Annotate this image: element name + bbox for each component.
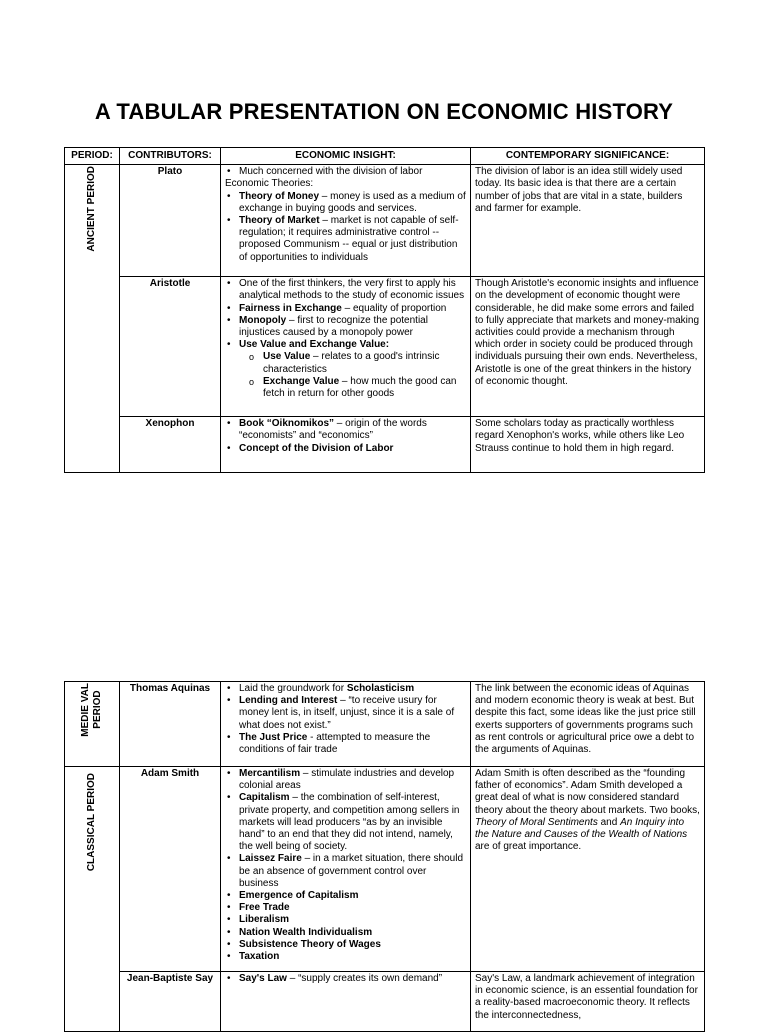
- table-row-aristotle: [65, 277, 705, 417]
- list-item: • Liberalism: [239, 914, 466, 926]
- header-insight: ECONOMIC INSIGHT:: [221, 148, 471, 165]
- insight-plato: [221, 165, 471, 277]
- contributor-aquinas: Thomas Aquinas: [120, 682, 221, 767]
- significance-say: Say's Law, a landmark achievement of integration in economic science, is an essential foundation for a reality-based macroeconomic theory. It reflects the interconnectedness,: [471, 972, 705, 1032]
- list-item: • Theory of Market – market is not capable of self-regulation; it requires administrative control -- proposed Communism -- equal or just distribution of opportunities to individuals: [239, 215, 466, 264]
- sub-list-item: o Exchange Value – how much the good can fetch in return for other goods: [263, 376, 466, 400]
- economic-history-table-medieval-classical: [64, 681, 705, 1032]
- header-period: PERIOD:: [65, 148, 120, 165]
- header-contributors: CONTRIBUTORS:: [120, 148, 221, 165]
- list-item: • Use Value and Exchange Value: o Use Value – relates to a good's intrinsic characteristics o Exchange Value – how much the good can fetch in return for other goods: [239, 339, 466, 400]
- significance-aquinas: The link between the economic ideas of Aquinas and modern economic theory is weak at best. But despite this fact, some ideas like the just price still exerts supporters of governments programs such as rent controls or agricultural price owe a debt to the arguments of Aquinas.: [471, 682, 705, 767]
- list-item: • The Just Price - attempted to measure the conditions of fair trade: [239, 732, 466, 756]
- significance-plato: The division of labor is an idea still widely used today. Its basic idea is that there are a certain number of jobs that are vital in a state, builders and farmer for example.: [471, 165, 705, 277]
- insight-xenophon: [221, 417, 471, 473]
- list-item: • Monopoly – first to recognize the potential injustices caused by a monopoly power: [239, 315, 466, 339]
- document-title: A TABULAR PRESENTATION ON ECONOMIC HISTORY: [94, 99, 674, 124]
- table-row-smith: [65, 767, 705, 972]
- list-item: • One of the first thinkers, the very first to apply his analytical methods to the study of economic issues: [239, 278, 466, 302]
- insight-smith: [221, 767, 471, 972]
- contributor-plato: Plato: [120, 165, 221, 277]
- contributor-xenophon: Xenophon: [120, 417, 221, 473]
- list-item: • Subsistence Theory of Wages: [239, 939, 466, 951]
- list-item: • Taxation: [239, 951, 466, 963]
- table-row-plato: [65, 165, 705, 277]
- list-item: • Laid the groundwork for Scholasticism: [239, 683, 466, 695]
- insight-aristotle: [221, 277, 471, 417]
- period-ancient: ANCIENT PERIOD: [65, 165, 120, 473]
- list-item: • Emergence of Capitalism: [239, 890, 466, 902]
- contributor-say: Jean-Baptiste Say: [120, 972, 221, 1032]
- list-item: • Free Trade: [239, 902, 466, 914]
- list-item: • Nation Wealth Individualism: [239, 927, 466, 939]
- list-item: • Laissez Faire – in a market situation, there should be an absence of government control over business: [239, 853, 466, 890]
- insight-subheading: Economic Theories:: [225, 178, 314, 190]
- significance-smith: Adam Smith is often described as the “founding father of economics”. Adam Smith developed a great deal of what is now considered standard theory about the theory about markets. Two books, Theory of Moral Sentiments and An Inquiry into the Nature and Causes of the Wealth of Nations are of great importance.: [471, 767, 705, 972]
- header-row: [65, 148, 705, 165]
- contributor-smith: Adam Smith: [120, 767, 221, 972]
- list-item: • Much concerned with the division of labor: [239, 166, 466, 178]
- sub-list-item: o Use Value – relates to a good's intrinsic characteristics: [263, 351, 466, 375]
- list-item: • Capitalism – the combination of self-interest, private property, and competition among sellers in markets will lead producers “as by an invisible hand” to an end that they did not intend, namely, the well being of society.: [239, 792, 466, 853]
- period-classical: CLASSICAL PERIOD: [65, 767, 120, 1032]
- list-item: • Lending and Interest – “to receive usury for money lent is, in itself, unjust, since it is a sale of what does not exist.”: [239, 695, 466, 732]
- period-medieval: MEDIE VAL PERIOD: [65, 682, 120, 767]
- table-row-xenophon: [65, 417, 705, 473]
- list-item: • Say's Law – “supply creates its own demand”: [239, 973, 466, 985]
- list-item: • Book “Oiknomikos” – origin of the words “economists” and “economics”: [239, 418, 466, 442]
- significance-xenophon: Some scholars today as practically worthless regard Xenophon's works, while others like Leo Strauss continue to hold them in high regard.: [471, 417, 705, 473]
- significance-aristotle: Though Aristotle's economic insights and influence on the development of economic thought were considerable, he did make some errors and failed to fully appreciate that markets and money-making activities could provide a mechanism through which order in society could be produced through individuals pursuing their own ends. Nevertheless, Aristotle is one of the great thinkers in the history of economic thought.: [471, 277, 705, 417]
- list-item: • Theory of Money – money is used as a medium of exchange in buying goods and services.: [239, 191, 466, 215]
- insight-say: [221, 972, 471, 1032]
- list-item: • Concept of the Division of Labor: [239, 443, 466, 455]
- header-significance: CONTEMPORARY SIGNIFICANCE:: [471, 148, 705, 165]
- contributor-aristotle: Aristotle: [120, 277, 221, 417]
- list-item: • Fairness in Exchange – equality of proportion: [239, 303, 466, 315]
- table-row-aquinas: [65, 682, 705, 767]
- table-row-say: [65, 972, 705, 1032]
- list-item: • Mercantilism – stimulate industries and develop colonial areas: [239, 768, 466, 792]
- insight-aquinas: [221, 682, 471, 767]
- economic-history-table-ancient: [64, 147, 705, 473]
